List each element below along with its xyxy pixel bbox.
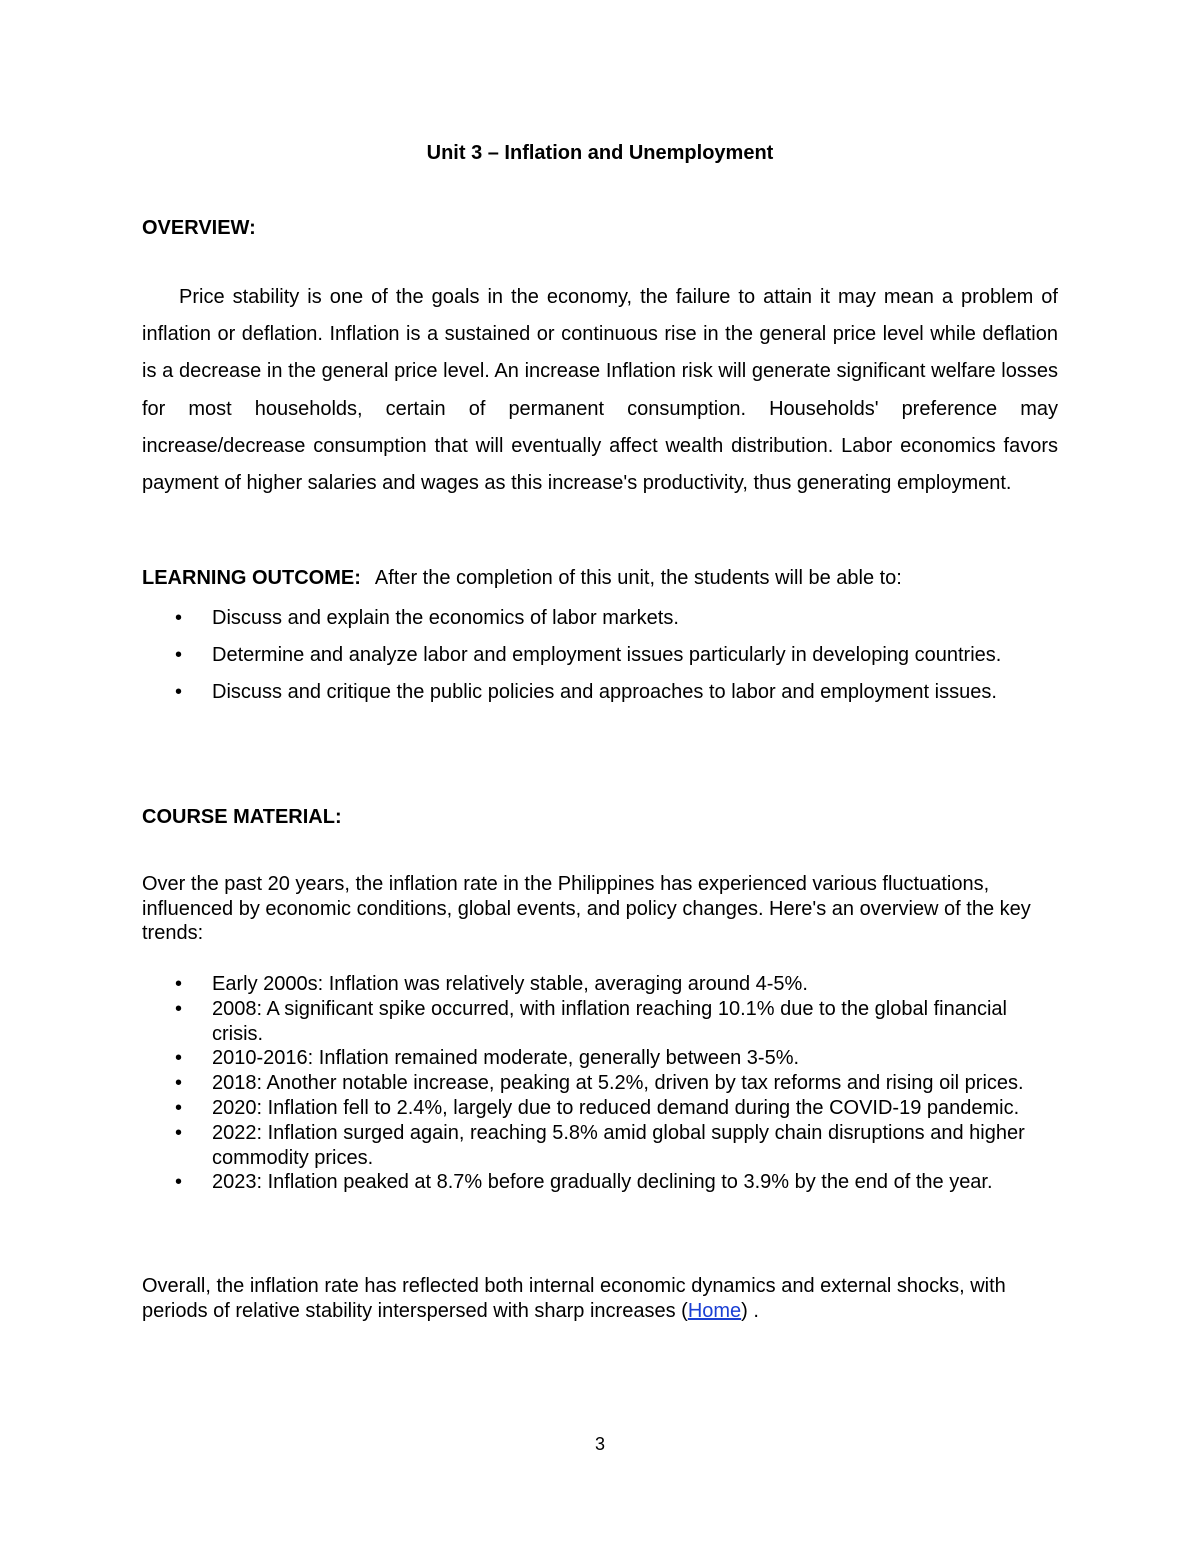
bullet-icon: •: [175, 997, 183, 1020]
bullet-icon: •: [175, 1096, 183, 1119]
bullet-icon: •: [175, 681, 183, 703]
list-item: [142, 997, 1062, 1047]
list-item: [142, 1121, 1102, 1171]
list-item-text: Discuss and critique the public policies and approaches to labor and employment issues.: [212, 681, 997, 703]
overview-paragraph: Price stability is one of the goals in the economy, the failure to attain it may mean a problem of inflation or deflation. Inflation is a sustained or continuous rise in the general price level while deflation is a decrease in the general price level. An increase Inflation risk will generate significant welfare losses for most households, certain of permanent consumption. Households' preference may increase/decrease consumption that will eventually affect wealth distribution. Labor economics favors payment of higher salaries and wages as this increase's productivity, thus generating employment.: [142, 286, 1058, 495]
list-item: [142, 1096, 1062, 1121]
bullet-icon: •: [175, 1072, 183, 1095]
bullet-icon: •: [175, 973, 183, 995]
bullet-icon: •: [175, 1171, 183, 1194]
course-material-intro: Over the past 20 years, the inflation rate in the Philippines has experienced various fluctuations, influenced by economic conditions, global events, and policy changes. Here's an overview of the key trends:: [142, 873, 1031, 944]
list-item: [142, 1170, 1062, 1195]
learning-outcome-line: [142, 567, 902, 590]
bullet-icon: •: [175, 1047, 183, 1070]
bullet-icon: •: [175, 1121, 183, 1144]
list-item: [142, 674, 1082, 710]
list-item-text: Discuss and explain the economics of labor markets.: [212, 607, 679, 629]
home-link[interactable]: Home: [687, 1299, 742, 1322]
list-item: [142, 1046, 1062, 1071]
list-item: [142, 637, 1002, 673]
learning-outcome-list: [142, 600, 1082, 711]
list-item-text: 2018: Another notable increase, peaking at 5.2%, driven by tax reforms and rising oil prices.: [212, 1072, 1024, 1095]
list-item-text: Determine and analyze labor and employment issues particularly in developing countries.: [212, 644, 1002, 666]
page-number: 3: [594, 1434, 605, 1454]
learning-outcome-label: LEARNING OUTCOME:: [142, 567, 361, 589]
conclusion-text: Overall, the inflation rate has reflected both internal economic dynamics and external shocks, with periods of relative stability interspersed with sharp increases (: [142, 1275, 1006, 1322]
list-item-text: 2010-2016: Inflation remained moderate, generally between 3-5%.: [212, 1047, 800, 1070]
conclusion-end: ) .: [741, 1299, 759, 1322]
course-material-heading: COURSE MATERIAL:: [142, 806, 342, 828]
list-item-text: 2023: Inflation peaked at 8.7% before gradually declining to 3.9% by the end of the year.: [212, 1171, 993, 1194]
learning-outcome-intro: After the completion of this unit, the students will be able to:: [374, 567, 902, 589]
bullet-icon: •: [175, 644, 183, 666]
inflation-trends-list: [142, 972, 1062, 1195]
list-item: [142, 600, 1082, 636]
list-item-text: 2022: Inflation surged again, reaching 5.8% amid global supply chain disruptions and higher commodity prices.: [212, 1121, 1025, 1169]
bullet-icon: •: [175, 607, 183, 629]
list-item-text: Early 2000s: Inflation was relatively stable, averaging around 4-5%.: [212, 973, 808, 995]
list-item-text: 2008: A significant spike occurred, with inflation reaching 10.1% due to the global financial crisis.: [212, 997, 1007, 1045]
overview-heading: OVERVIEW:: [142, 217, 256, 239]
course-material-conclusion: [142, 1274, 1042, 1323]
list-item: [142, 972, 1062, 997]
list-item-text: 2020: Inflation fell to 2.4%, largely due to reduced demand during the COVID-19 pandemic.: [212, 1096, 1020, 1119]
list-item: [142, 1071, 1102, 1096]
page-title: Unit 3 – Inflation and Unemployment: [426, 142, 774, 164]
